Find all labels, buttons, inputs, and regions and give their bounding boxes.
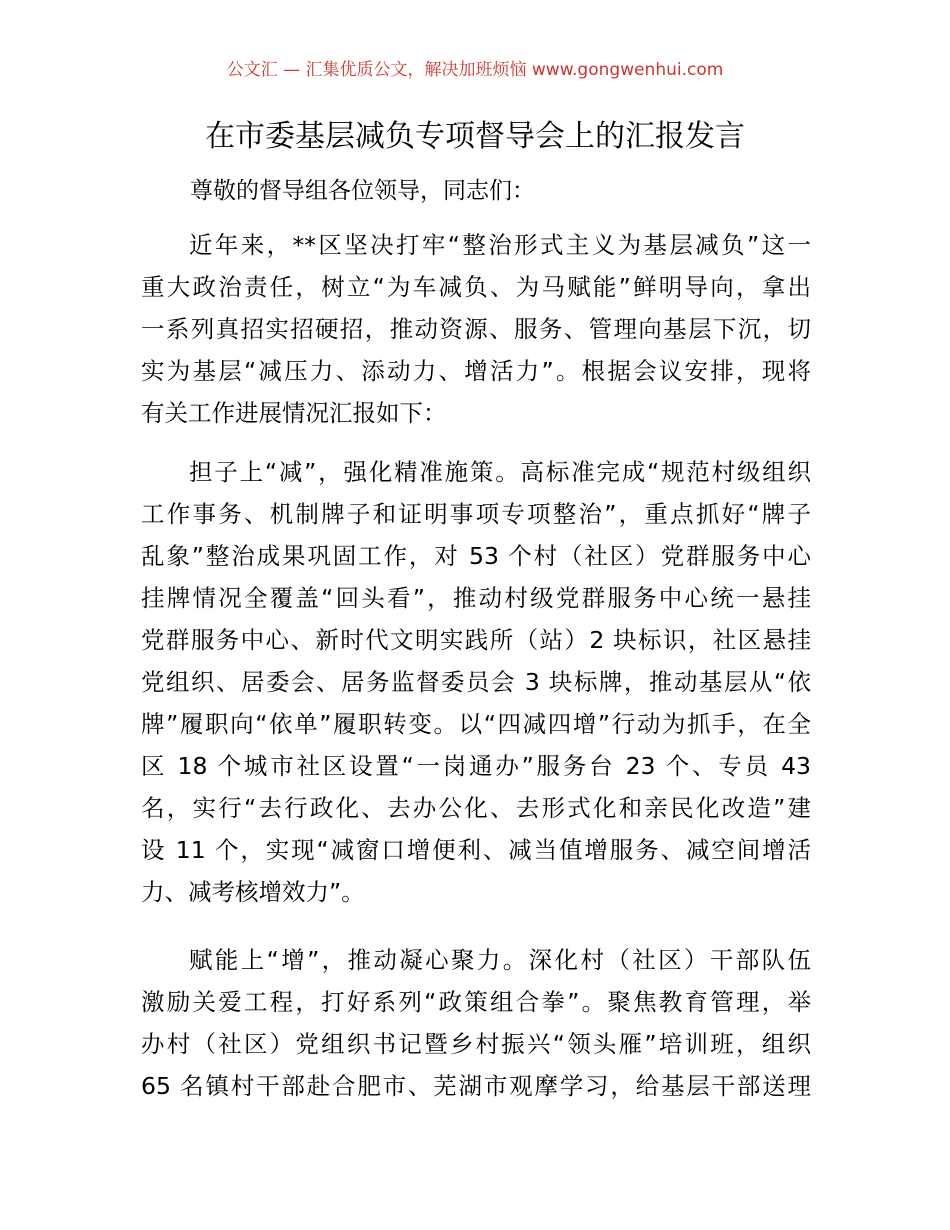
paragraph-line: 工作事务、机制牌子和证明事项专项整治”，重点抓好“牌子	[141, 500, 811, 528]
paragraph-line: 挂牌情况全覆盖“回头看”，推动村级党群服务中心统一悬挂	[141, 584, 811, 612]
paragraph-line: 重大政治责任，树立“为车减负、为马赋能”鲜明导向，拿出	[141, 273, 811, 301]
paragraph-line: 激励关爱工程，打好系列“政策组合拳”。聚焦教育管理，举	[141, 988, 811, 1016]
paragraph-line: 一系列真招实招硬招，推动资源、服务、管理向基层下沉，切	[141, 315, 811, 343]
paragraph-line: 近年来，**区坚决打牢“整治形式主义为基层减负”这一	[189, 231, 811, 259]
header-banner[interactable]: 公文汇 — 汇集优质公文，解决加班烦恼 www.gongwenhui.com	[226, 60, 724, 80]
paragraph-line: 党群服务中心、新时代文明实践所（站）2 块标识，社区悬挂	[141, 626, 811, 654]
paragraph-line: 担子上“减”，强化精准施策。高标准完成“规范村级组织	[189, 458, 811, 486]
document-title: 在市委基层减负专项督导会上的汇报发言	[205, 119, 745, 154]
paragraph-line: 有关工作进展情况汇报如下：	[141, 399, 447, 427]
paragraph-line: 党组织、居委会、居务监督委员会 3 块标牌，推动基层从“依	[141, 668, 811, 696]
paragraph-line: 力、减考核增效力”。	[141, 878, 365, 906]
paragraph-line: 区 18 个城市社区设置“一岗通办”服务台 23 个、专员 43	[141, 752, 811, 780]
paragraph-line: 名，实行“去行政化、去办公化、去形式化和亲民化改造”建	[141, 794, 811, 822]
paragraph-line: 赋能上“增”，推动凝心聚力。深化村（社区）干部队伍	[189, 946, 811, 974]
salutation: 尊敬的督导组各位领导，同志们：	[190, 178, 535, 204]
paragraph-line: 65 名镇村干部赴合肥市、芜湖市观摩学习，给基层干部送理	[141, 1072, 811, 1100]
paragraph-line: 牌”履职向“依单”履职转变。以“四减四增”行动为抓手，在全	[141, 710, 811, 738]
paragraph-1	[141, 224, 811, 434]
paragraph-line: 设 11 个，实现“减窗口增便利、减当值增服务、减空间增活	[141, 836, 811, 864]
paragraph-line: 办村（社区）党组织书记暨乡村振兴“领头雁”培训班，组织	[141, 1030, 811, 1058]
paragraph-3	[141, 939, 811, 1107]
paragraph-line: 实为基层“减压力、添动力、增活力”。根据会议安排，现将	[141, 357, 811, 385]
paragraph-2	[141, 451, 811, 913]
paragraph-line: 乱象”整治成果巩固工作，对 53 个村（社区）党群服务中心	[141, 542, 811, 570]
